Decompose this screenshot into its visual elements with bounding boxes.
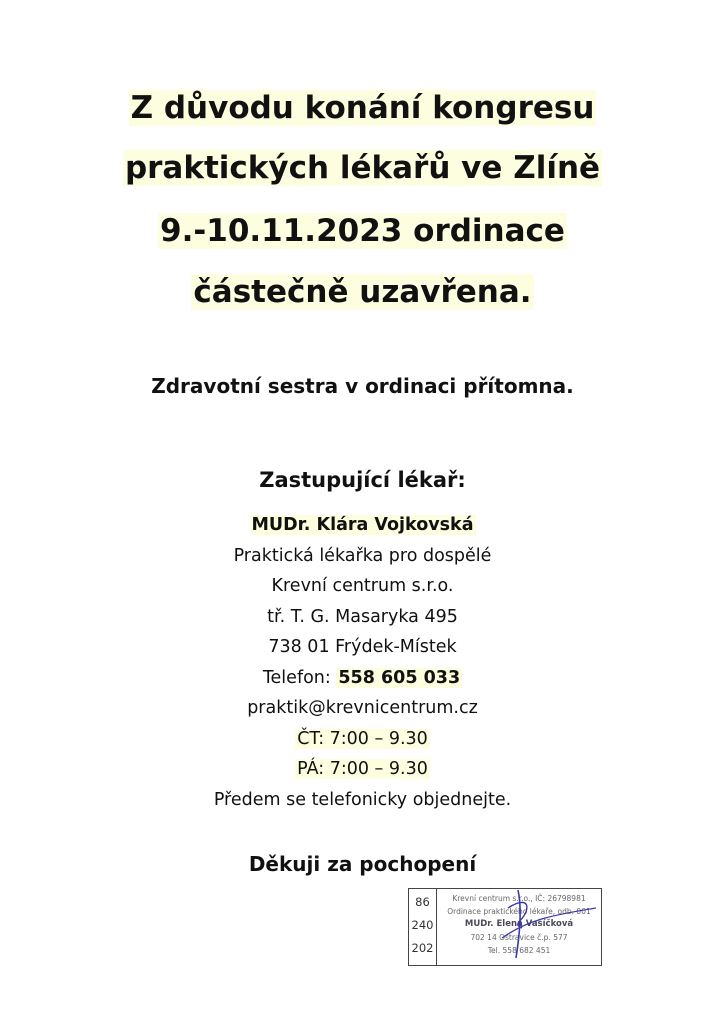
thanks-note: Děkuji za pochopení <box>248 852 477 876</box>
deputy-heading: Zastupující lékař: <box>259 468 466 492</box>
deputy-street: tř. T. G. Masaryka 495 <box>267 606 458 627</box>
deputy-contact-block <box>0 510 725 815</box>
nurse-note: Zdravotní sestra v ordinaci přítomna. <box>151 374 574 398</box>
deputy-email: praktik@krevnicentrum.cz <box>247 698 478 718</box>
phone-number: 558 605 033 <box>338 667 461 688</box>
deputy-company: Krevní centrum s.r.o. <box>271 576 454 596</box>
phone-label: Telefon: <box>262 667 331 688</box>
stamp-number-column <box>409 889 437 965</box>
stamp-line: Krevní centrum s.r.o., IČ: 26798981 <box>452 894 586 903</box>
headline-line-1 <box>0 88 725 128</box>
hours-friday-line <box>0 754 725 785</box>
headline-line-2 <box>0 148 725 188</box>
headline-text-2: praktických lékařů ve Zlíně <box>124 150 601 186</box>
deputy-phone <box>0 663 725 694</box>
deputy-city: 738 01 Frýdek-Místek <box>268 637 457 657</box>
headline-text-1: Z důvodu konání kongresu <box>130 90 595 126</box>
hours-thursday-line <box>0 724 725 755</box>
headline-line-4 <box>0 272 725 312</box>
stamp-line: Ordinace praktického lékaře, odb. 001 <box>447 907 591 916</box>
deputy-role: Praktická lékařka pro dospělé <box>233 545 492 566</box>
stamp-number: 202 <box>411 941 434 955</box>
stamp-doctor-name: MUDr. Elena Vašíčková <box>464 919 574 929</box>
stamp-line: Tel. 558 682 451 <box>487 946 551 955</box>
deputy-name-line <box>0 510 725 541</box>
headline-text-4: částečně uzavřena. <box>193 274 532 310</box>
deputy-name: MUDr. Klára Vojkovská <box>251 515 474 535</box>
headline-text-3: 9.-10.11.2023 ordinace <box>160 213 565 249</box>
stamp-line: 702 14 Ostravice č.p. 577 <box>470 933 568 942</box>
stamp-number: 86 <box>415 895 430 909</box>
hours-thursday: ČT: 7:00 – 9.30 <box>297 728 428 749</box>
headline-line-3 <box>0 211 725 251</box>
hours-friday: PÁ: 7:00 – 9.30 <box>297 759 428 779</box>
handwritten-signature <box>500 878 600 968</box>
stamp-number: 240 <box>411 918 434 932</box>
call-ahead-note: Předem se telefonicky objednejte. <box>213 789 512 810</box>
